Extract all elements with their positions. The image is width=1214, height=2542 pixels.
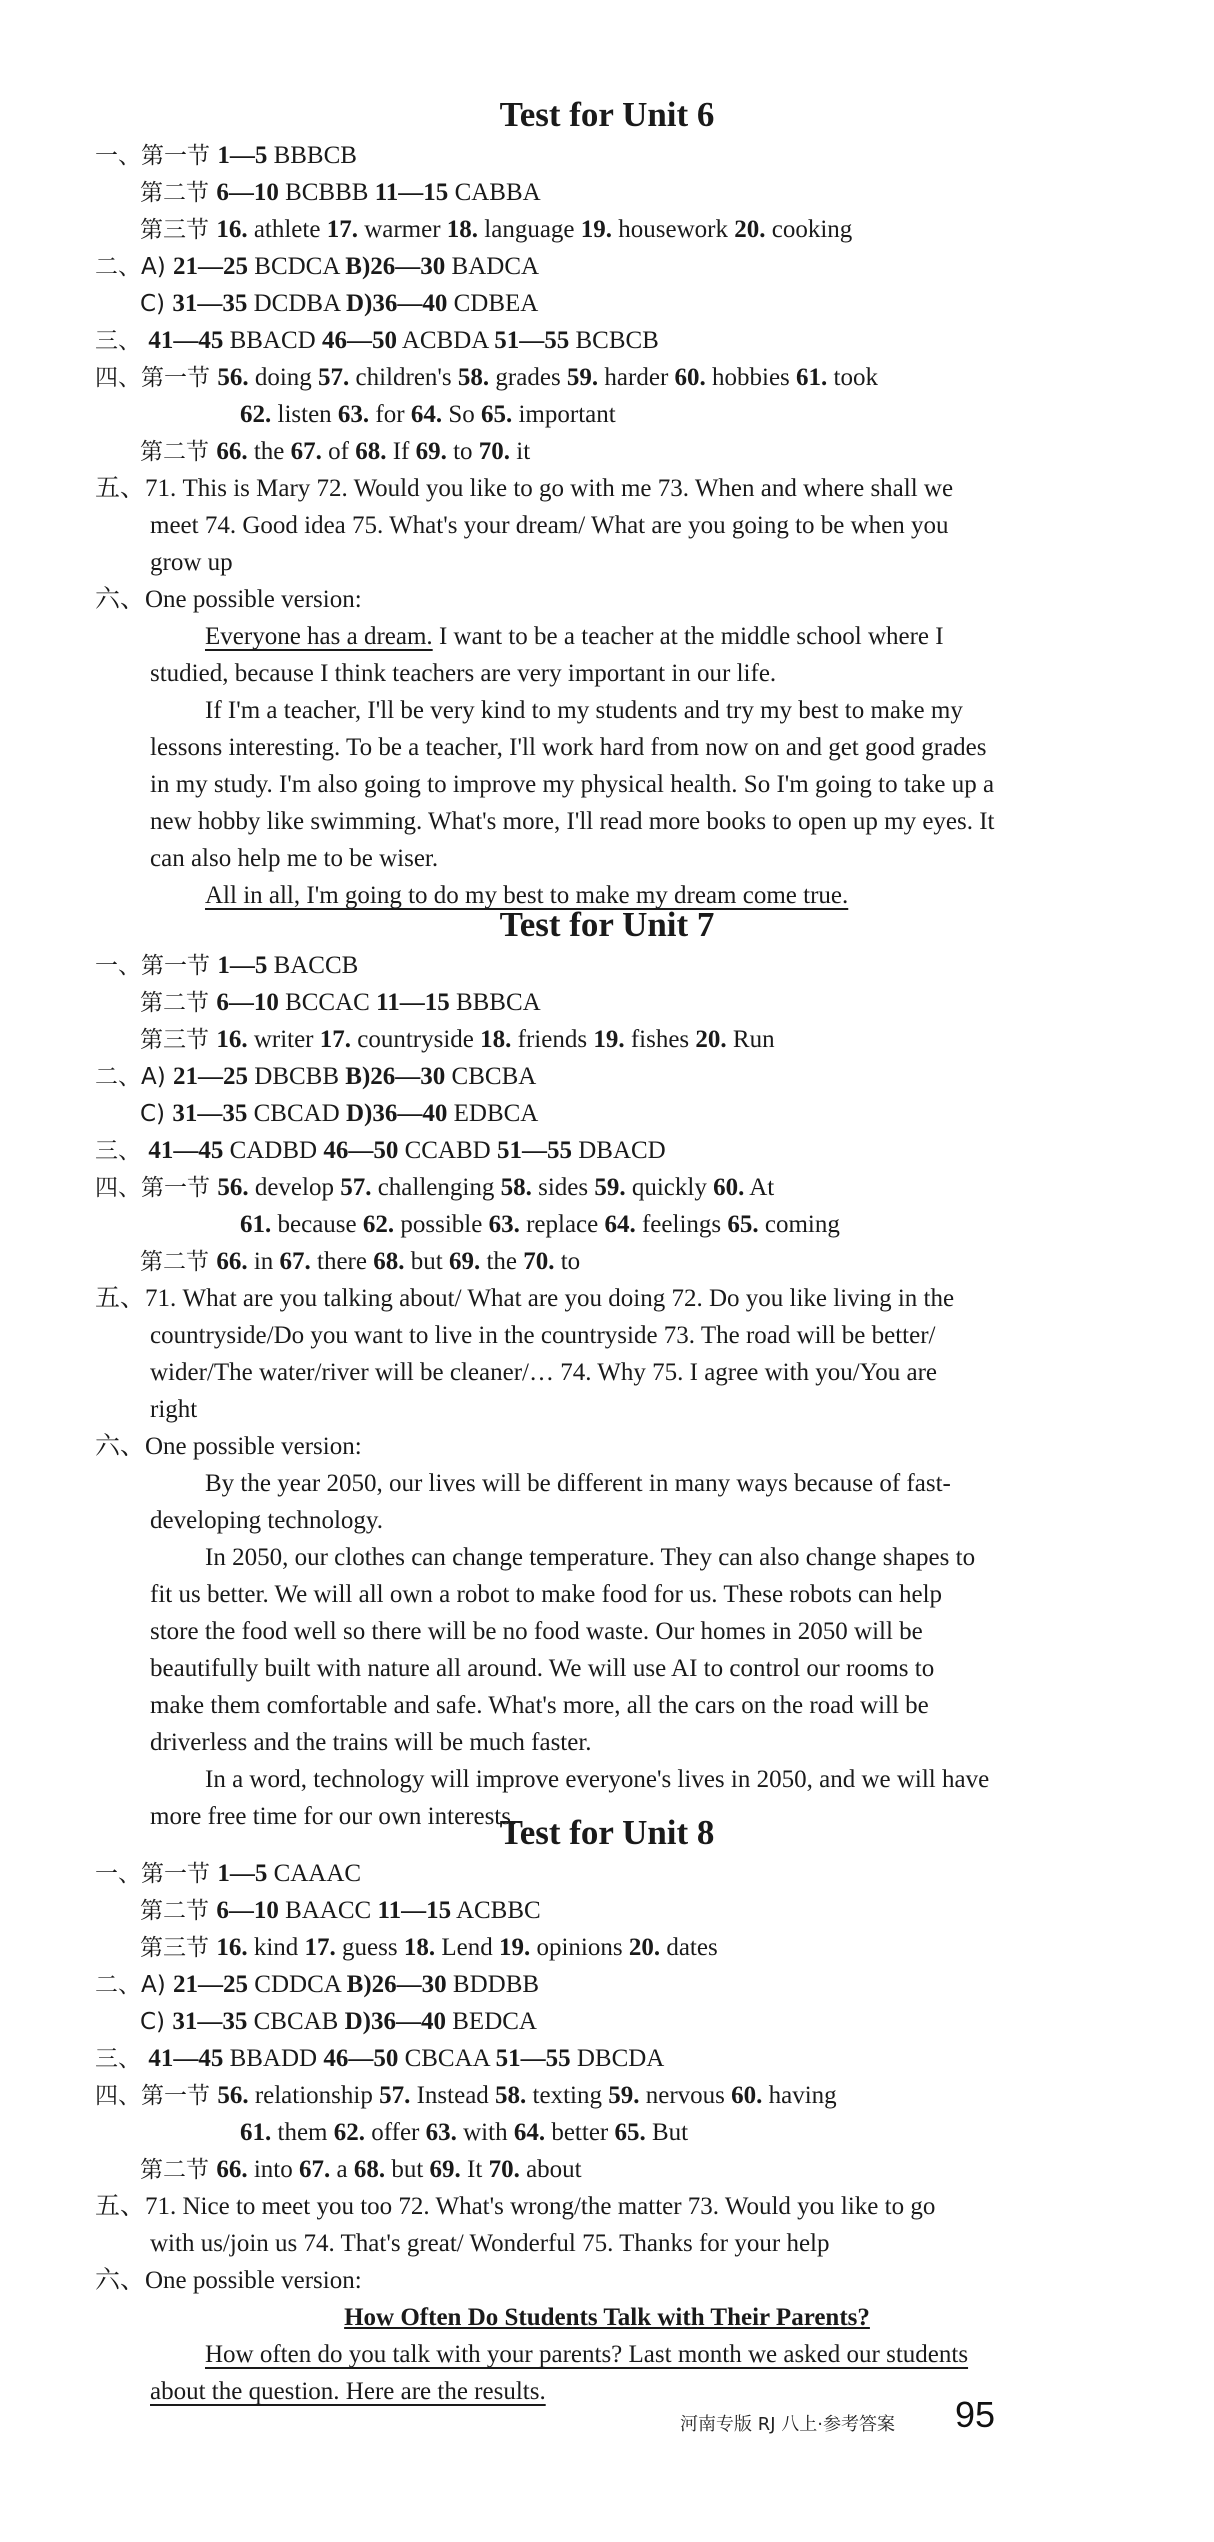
answer-text: took [827,364,878,391]
question-number: 66. [216,2156,248,2183]
answer-text: language [478,216,581,243]
writing-answer-line: countryside/Do you want to live in the countryside 73. The road will be better/ [150,1322,936,1349]
unit-title: Test for Unit 6 [499,95,715,134]
answer-text: It [460,2156,489,2183]
question-number: 57. [379,2082,411,2109]
question-number: 56. [217,1174,249,1201]
question-number: 20. [628,1934,661,1961]
question-number: 16. [216,1026,248,1053]
answer-text: CBCAB [247,2008,345,2035]
essay-closing-sentence: All in all, I'm going to do my best to make my dream come true. [205,882,849,909]
answer-text: BCCAC [278,989,377,1016]
writing-answer-line: grow up [150,549,233,576]
section-label: 三、 [95,328,149,354]
answer-text: At [744,1174,775,1201]
question-number: 61. [240,2119,272,2146]
section-label: 一、第一节 [95,1861,218,1887]
answer-text: coming [758,1211,840,1238]
section-label: 二、A) [95,254,174,280]
question-number: 58. [457,364,490,391]
question-number: 58. [495,2082,527,2109]
answer-text: CAAAC [267,1860,362,1887]
question-number: 68. [353,2156,386,2183]
answer-text: a [330,2156,354,2183]
section-label: 第三节 [140,1027,217,1053]
answer-text: them [271,2119,334,2146]
answer-text: CBCBA [445,1063,537,1090]
question-number: 63. [425,2119,457,2146]
section-label: 一、第一节 [95,143,218,169]
question-number: 62. [362,1211,395,1238]
answer-text: grades [489,364,567,391]
question-number: 31—35 [172,1100,248,1127]
answer-line [240,2116,688,2150]
question-number: 41—45 [148,327,224,354]
answer-text: BBBCB [267,142,357,169]
section-label: C) [140,2009,173,2035]
question-number: 19. [498,1934,531,1961]
answer-text: DCDBA [247,290,346,317]
question-number: D)36—40 [344,2008,446,2035]
question-number: 11—15 [377,1897,452,1924]
answer-text: BEDCA [446,2008,537,2035]
essay-line: make them comfortable and safe. What's more, all the cars on the road will be [150,1692,929,1719]
essay-heading: 六、One possible version: [95,2267,362,2294]
answer-text: the [480,1248,524,1275]
answer-text: in [247,1248,280,1275]
section-label: C) [140,1101,173,1127]
answer-text: BBADD [223,2045,324,2072]
question-number: 62. [333,2119,365,2146]
question-number: 64. [410,401,443,428]
answer-line [140,435,530,469]
answer-text: BACCB [267,952,359,979]
answer-line [95,1968,539,2002]
answer-line [95,1171,774,1205]
answer-text: housework [612,216,735,243]
section-label: 第三节 [140,217,217,243]
section-label: 第三节 [140,1935,217,1961]
section-label: 第二节 [140,2157,217,2183]
answer-text: So [442,401,481,428]
writing-answer-line: with us/join us 74. That's great/ Wonderful 75. Thanks for your help [150,2230,830,2257]
answer-line [140,1097,538,1131]
question-number: 31—35 [172,2008,248,2035]
question-number: 68. [373,1248,405,1275]
question-number: 70. [488,2156,520,2183]
question-number: 68. [355,438,387,465]
question-number: 20. [695,1026,727,1053]
essay-line: in my study. I'm also going to improve my physical health. So I'm going to take up a [150,771,995,798]
answer-line [140,2005,537,2039]
answer-line [140,986,541,1020]
question-number: 69. [415,438,447,465]
question-number: 65. [727,1211,759,1238]
question-number: 21—25 [173,253,249,280]
section-label: 四、第一节 [95,365,218,391]
question-number: 59. [594,1174,626,1201]
answer-line [95,324,659,358]
answer-text: dates [660,1934,718,1961]
essay-line: about the question. Here are the results. [150,2378,546,2405]
unit-title: Test for Unit 8 [499,1813,715,1852]
section-label: 第二节 [140,180,217,206]
question-number: 1—5 [217,1860,268,1887]
answer-text: relationship [248,2082,380,2109]
answer-text: writer [247,1026,320,1053]
answer-text: Instead [410,2082,496,2109]
answer-text: CADBD [223,1137,324,1164]
answer-text: of [321,438,356,465]
answer-line [95,1060,536,1094]
answer-line [95,1857,361,1891]
answer-text: to [446,438,479,465]
question-number: 63. [337,401,370,428]
answer-text: better [545,2119,615,2146]
question-number: 17. [326,216,358,243]
answer-text: doing [248,364,319,391]
unit-title: Test for Unit 7 [499,905,715,944]
question-number: 60. [713,1174,745,1201]
writing-answer-line: 五、71. This is Mary 72. Would you like to go with me 73. When and where shall we [95,475,954,502]
question-number: 46—50 [323,2045,399,2072]
answer-text: CDDCA [248,1971,347,1998]
question-number: 16. [216,1934,248,1961]
answer-text: friends [511,1026,594,1053]
answer-text: BCDCA [248,253,346,280]
essay-line: lessons interesting. To be a teacher, I'll work hard from now on and get good grades [150,734,987,761]
question-number: 61. [240,1211,272,1238]
answer-line [95,2042,664,2076]
question-number: 6—10 [216,1897,279,1924]
question-number: 70. [523,1248,555,1275]
writing-answer-line: wider/The water/river will be cleaner/… 74. Why 75. I agree with you/You are [150,1359,938,1386]
answer-line [240,398,616,432]
answer-text: guess [335,1934,404,1961]
writing-answer-line: 五、71. What are you talking about/ What are you doing 72. Do you like living in the [95,1285,955,1312]
question-number: 41—45 [148,1137,224,1164]
answer-text: BADCA [445,253,540,280]
answer-text: the [247,438,291,465]
answer-text: CABBA [448,179,541,206]
answer-text: important [512,401,616,428]
answer-text: replace [519,1211,605,1238]
answer-text: Run [726,1026,775,1053]
answer-line [140,2153,582,2187]
page-number: 95 [955,2394,996,2435]
writing-answer-line: meet 74. Good idea 75. What's your dream/ What are you going to be when you [150,512,949,539]
question-number: 16. [216,216,248,243]
question-number: 17. [304,1934,336,1961]
question-number: 11—15 [376,989,450,1016]
answer-line [140,213,852,247]
essay-line [205,620,944,654]
question-number: 56. [217,364,249,391]
question-number: 21—25 [173,1971,249,1998]
answer-text: because [271,1211,363,1238]
answer-text: harder [598,364,675,391]
essay-line: developing technology. [150,1507,384,1534]
answer-text: EDBCA [447,1100,539,1127]
answer-text: ACBBC [451,1897,541,1924]
answer-text: BAACC [278,1897,378,1924]
answer-text: nervous [639,2082,732,2109]
question-number: 64. [604,1211,636,1238]
question-number: 19. [580,216,613,243]
section-label: 二、A) [95,1972,174,1998]
essay-line: store the food well so there will be no food waste. Our homes in 2050 will be [150,1618,923,1645]
answer-text: DBCBB [248,1063,346,1090]
answer-line [140,1023,775,1057]
essay-line: By the year 2050, our lives will be different in many ways because of fast- [205,1470,951,1497]
question-number: 59. [608,2082,640,2109]
answer-text: there [310,1248,374,1275]
question-number: B)26—30 [345,253,446,280]
answer-text: fishes [624,1026,696,1053]
question-number: 51—55 [495,2045,571,2072]
essay-line: In a word, technology will improve everyone's lives in 2050, and we will have [205,1766,990,1793]
question-number: B)26—30 [346,1971,447,1998]
section-label: 第二节 [140,439,217,465]
answer-text: for [369,401,411,428]
question-number: 60. [731,2082,763,2109]
answer-text: challenging [371,1174,501,1201]
question-number: 11—15 [374,179,449,206]
answer-text: listen [271,401,338,428]
question-number: 62. [240,401,272,428]
answer-text: But [645,2119,689,2146]
question-number: 70. [478,438,511,465]
question-number: 67. [290,438,322,465]
question-number: 58. [500,1174,532,1201]
answer-text: hobbies [705,364,797,391]
answer-text: CCABD [398,1137,497,1164]
essay-opening-sentence: Everyone has a dream. [205,623,433,650]
answer-line [95,2079,837,2113]
answer-text: BCBBB [278,179,375,206]
essay-title: How Often Do Students Talk with Their Parents? [344,2304,870,2331]
answer-text: develop [248,1174,341,1201]
answer-text: texting [526,2082,609,2109]
section-label: 第二节 [140,990,217,1016]
question-number: 46—50 [321,327,397,354]
question-number: 57. [318,364,350,391]
answer-line [140,176,541,210]
answer-text: with [456,2119,514,2146]
answer-text: feelings [635,1211,728,1238]
question-number: 64. [513,2119,546,2146]
answer-text: countryside [351,1026,481,1053]
question-number: 67. [279,1248,311,1275]
section-label: 一、第一节 [95,953,218,979]
answer-text: offer [365,2119,426,2146]
answer-text: children's [349,364,458,391]
answer-text: CDBEA [447,290,539,317]
question-number: 65. [614,2119,646,2146]
essay-line: new hobby like swimming. What's more, I'll read more books to open up my eyes. It [150,808,995,835]
question-number: 1—5 [217,952,268,979]
question-number: 18. [446,216,479,243]
answer-text: quickly [625,1174,714,1201]
essay-line: beautifully built with nature all around. We will use AI to control our rooms to [150,1655,935,1682]
essay-line: studied, because I think teachers are very important in our life. [150,660,777,687]
question-number: 59. [566,364,599,391]
answer-line [95,361,878,395]
essay-line: more free time for our own interests. [150,1803,518,1830]
answer-text: it [510,438,531,465]
essay-heading: 六、One possible version: [95,1433,362,1460]
answer-line [140,1245,580,1279]
answer-text: into [247,2156,299,2183]
question-number: 67. [298,2156,331,2183]
essay-line: If I'm a teacher, I'll be very kind to my students and try my best to make my [205,697,963,724]
answer-text: BCBCB [569,327,659,354]
question-number: 19. [593,1026,625,1053]
answer-text: BDDBB [446,1971,540,1998]
answer-text: Lend [435,1934,499,1961]
answer-text: kind [247,1934,305,1961]
essay-line: How often do you talk with your parents? Last month we asked our students [205,2341,969,2368]
answer-text: possible [394,1211,489,1238]
answer-text: ACBDA [396,327,495,354]
essay-line: can also help me to be wiser. [150,845,439,872]
answer-text: CBCAD [247,1100,346,1127]
answer-text: to [554,1248,581,1275]
question-number: 41—45 [148,2045,224,2072]
question-number: 69. [448,1248,481,1275]
answer-line [140,1931,718,1965]
section-label: 三、 [95,1138,149,1164]
question-number: 31—35 [172,290,248,317]
question-number: 20. [734,216,766,243]
section-label: 第二节 [140,1249,217,1275]
question-number: 56. [217,2082,249,2109]
answer-text: about [519,2156,582,2183]
question-number: 46—50 [323,1137,399,1164]
question-number: D)36—40 [345,290,448,317]
answer-text: BBACD [223,327,322,354]
question-number: 51—55 [494,327,570,354]
answer-text: CBCAA [398,2045,496,2072]
section-label: 第二节 [140,1898,217,1924]
section-label: 三、 [95,2046,149,2072]
answer-line [95,949,358,983]
question-number: 57. [340,1174,372,1201]
answer-text: sides [531,1174,595,1201]
answer-text: but [385,2156,430,2183]
answer-text: but [404,1248,449,1275]
answer-line [95,139,357,173]
question-number: B)26—30 [345,1063,446,1090]
answer-text: cooking [765,216,853,243]
writing-answer-line: 五、71. Nice to meet you too 72. What's wrong/the matter 73. Would you like to go [95,2193,936,2220]
answer-line [240,1208,840,1242]
answer-line [95,250,539,284]
answer-text: If [386,438,416,465]
section-label: 四、第一节 [95,1175,218,1201]
essay-line: fit us better. We will all own a robot to make food for us. These robots can help [150,1581,943,1608]
answer-line [140,1894,541,1928]
question-number: 21—25 [173,1063,249,1090]
answer-line [140,287,538,321]
answer-text: DBACD [571,1137,666,1164]
answer-text: BBBCA [449,989,541,1016]
question-number: 69. [429,2156,461,2183]
footer-label: 河南专版 RJ 八上·参考答案 [680,2414,895,2435]
question-number: 51—55 [496,1137,572,1164]
question-number: 6—10 [216,989,279,1016]
writing-answer-line: right [150,1396,198,1423]
question-number: D)36—40 [345,1100,448,1127]
answer-line [95,1134,666,1168]
essay-text: I want to be a teacher at the middle school where I [432,623,944,650]
answer-text: opinions [530,1934,629,1961]
question-number: 6—10 [216,179,279,206]
answer-text: having [762,2082,837,2109]
essay-line: In 2050, our clothes can change temperature. They can also change shapes to [205,1544,976,1571]
question-number: 65. [480,401,513,428]
essay-line: driverless and the trains will be much faster. [150,1729,592,1756]
question-number: 66. [216,1248,248,1275]
answer-text: athlete [247,216,327,243]
section-label: C) [140,291,173,317]
question-number: 60. [674,364,706,391]
question-number: 18. [403,1934,436,1961]
question-number: 61. [796,364,828,391]
answer-text: warmer [357,216,447,243]
question-number: 17. [319,1026,352,1053]
section-label: 四、第一节 [95,2083,218,2109]
section-label: 二、A) [95,1064,174,1090]
question-number: 1—5 [217,142,268,169]
question-number: 18. [480,1026,512,1053]
question-number: 66. [216,438,248,465]
answer-text: DBCDA [570,2045,665,2072]
question-number: 63. [488,1211,520,1238]
essay-heading: 六、One possible version: [95,586,362,613]
